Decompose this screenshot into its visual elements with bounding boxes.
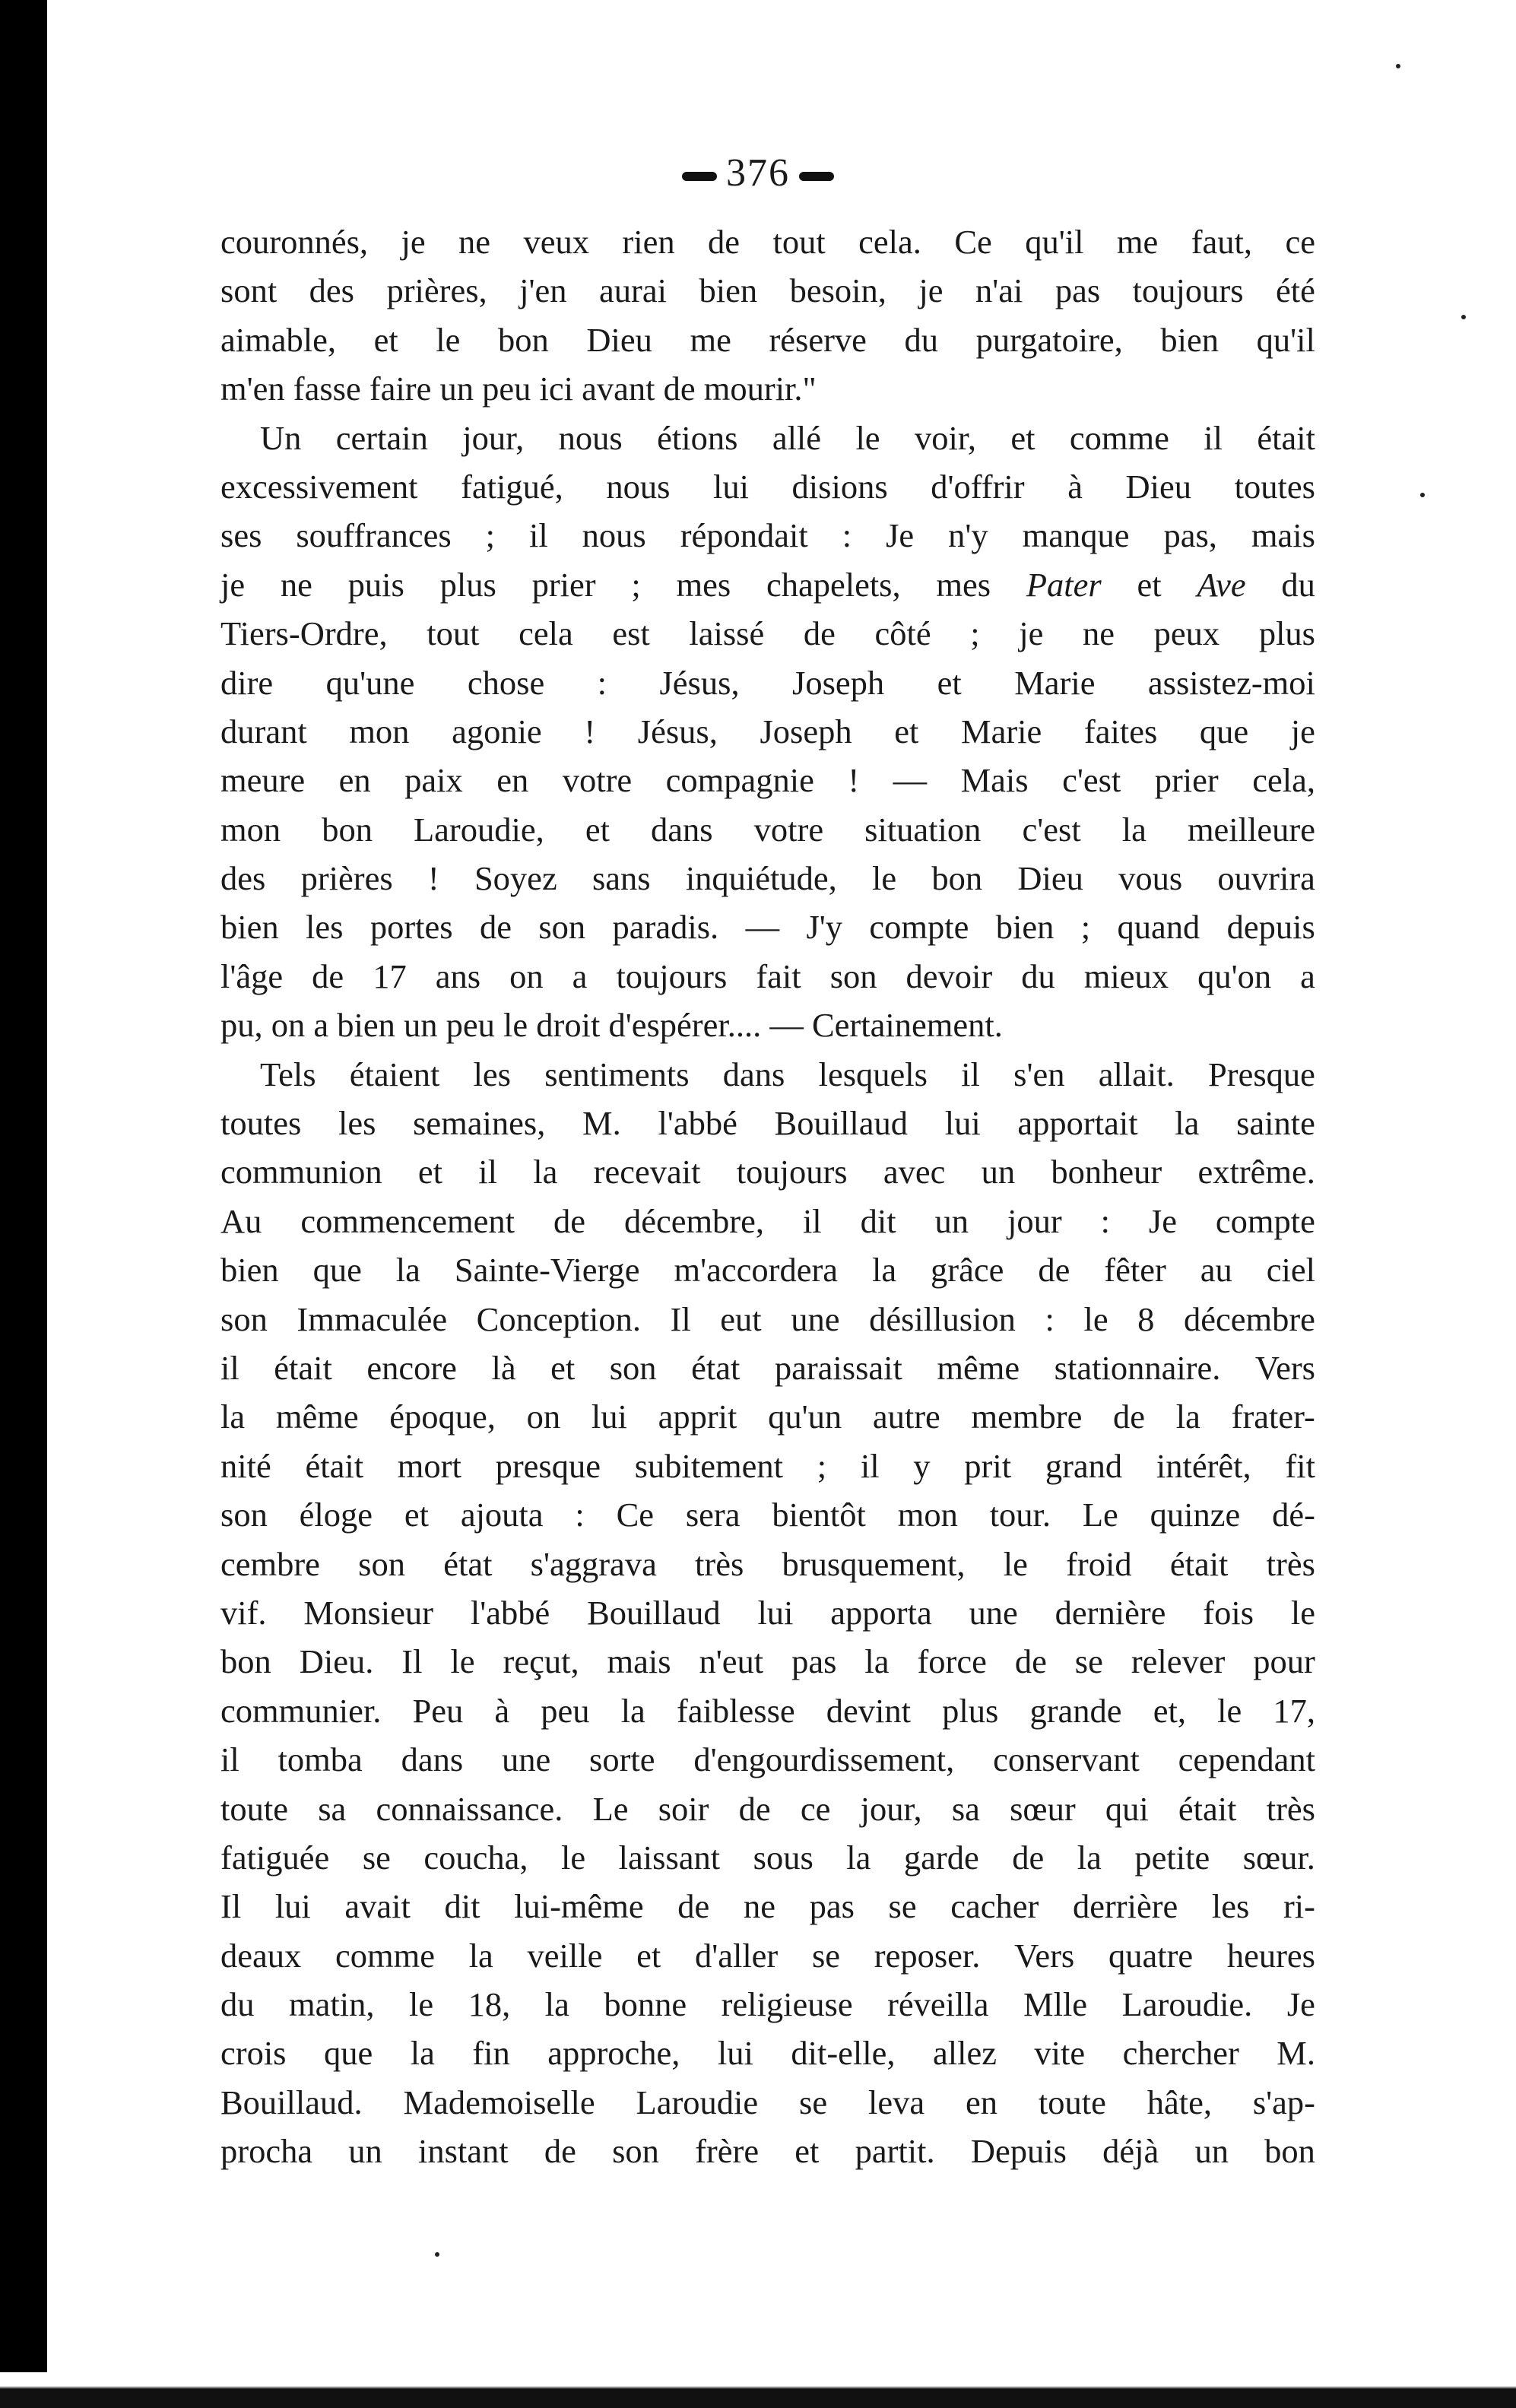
text-line: bien que la Sainte-Vierge m'accordera la grâce de fêter au ciel (220, 1251, 1315, 1290)
text-line: des prières ! Soyez sans inquiétude, le bon Dieu vous ouvrira (220, 859, 1315, 898)
text-line: la même époque, on lui apprit qu'un autre membre de la frater- (220, 1398, 1315, 1436)
text-line: son éloge et ajouta : Ce sera bientôt mon tour. Le quinze dé- (220, 1496, 1315, 1534)
header-ornament-right (799, 172, 834, 181)
text-line: fatiguée se coucha, le laissant sous la garde de la petite sœur. (220, 1838, 1315, 1877)
text-line: son Immaculée Conception. Il eut une désillusion : le 8 décembre (220, 1299, 1315, 1338)
ink-speck (435, 2252, 439, 2257)
text-line: meure en paix en votre compagnie ! — Mais c'est prier cela, (220, 761, 1315, 800)
text-line: Tiers-Ordre, tout cela est laissé de côté ; je ne peux plus (220, 614, 1315, 653)
page-number: 376 (726, 151, 790, 195)
text-line: deaux comme la veille et d'aller se reposer. Vers quatre heures (220, 1936, 1315, 1975)
text-line: durant mon agonie ! Jésus, Joseph et Marie faites que je (220, 712, 1315, 750)
text-line: aimable, et le bon Dieu me réserve du purgatoire, bien qu'il (220, 320, 1315, 359)
text-line: Bouillaud. Mademoiselle Laroudie se leva en toute hâte, s'ap- (220, 2083, 1315, 2121)
text-line: communier. Peu à peu la faiblesse devint plus grande et, le 17, (220, 1691, 1315, 1730)
text-line: couronnés, je ne veux rien de tout cela. Ce qu'il me faut, ce (220, 223, 1315, 261)
text-line: sont des prières, j'en aurai bien besoin, je n'ai pas toujours été (220, 271, 1315, 310)
text-line: je ne puis plus prier ; mes chapelets, mes Pater et Ave du (220, 565, 1315, 604)
text-line: communion et il la recevait toujours avec un bonheur extrême. (220, 1153, 1315, 1191)
text-line: procha un instant de son frère et partit. Depuis déjà un bon (220, 2132, 1315, 2171)
text-line: du matin, le 18, la bonne religieuse réveilla Mlle Laroudie. Je (220, 1985, 1315, 2024)
page-bottom-edge (0, 2372, 1516, 2408)
ink-speck (1461, 315, 1466, 319)
page-header (0, 151, 1516, 195)
text-line: il tomba dans une sorte d'engourdissement, conservant cependant (220, 1740, 1315, 1779)
text-line: mon bon Laroudie, et dans votre situation c'est la meilleure (220, 810, 1315, 849)
text-line: m'en fasse faire un peu ici avant de mourir." (220, 370, 817, 408)
text-line: Il lui avait dit lui-même de ne pas se cacher derrière les ri- (220, 1887, 1315, 1926)
text-line: toutes les semaines, M. l'abbé Bouillaud lui apportait la sainte (220, 1104, 1315, 1143)
text-line: Un certain jour, nous étions allé le voir, et comme il était (260, 418, 1315, 457)
text-line: il était encore là et son état paraissait même stationnaire. Vers (220, 1348, 1315, 1387)
text-line: ses souffrances ; il nous répondait : Je n'y manque pas, mais (220, 516, 1315, 555)
ink-speck (1396, 64, 1400, 68)
text-line: dire qu'une chose : Jésus, Joseph et Marie assistez-moi (220, 663, 1315, 702)
text-line: crois que la fin approche, lui dit-elle, allez vite chercher M. (220, 2034, 1315, 2073)
text-line: bien les portes de son paradis. — J'y compte bien ; quand depuis (220, 908, 1315, 947)
body-text (220, 217, 1315, 2176)
text-line: toute sa connaissance. Le soir de ce jour, sa sœur qui était très (220, 1789, 1315, 1828)
header-ornament-left (682, 172, 717, 181)
text-line: nité était mort presque subitement ; il y prit grand intérêt, fit (220, 1446, 1315, 1485)
text-line: Au commencement de décembre, il dit un jour : Je compte (220, 1201, 1315, 1240)
text-line: bon Dieu. Il le reçut, mais n'eut pas la force de se relever pour (220, 1642, 1315, 1681)
text-line: Tels étaient les sentiments dans lesquels il s'en allait. Presque (260, 1055, 1315, 1093)
text-line: l'âge de 17 ans on a toujours fait son devoir du mieux qu'on a (220, 957, 1315, 995)
text-line: excessivement fatigué, nous lui disions d'offrir à Dieu toutes (220, 467, 1315, 506)
text-line: pu, on a bien un peu le droit d'espérer.... — Certainement. (220, 1006, 1003, 1045)
binding-edge (0, 0, 47, 2408)
ink-speck (1420, 493, 1425, 497)
text-line: vif. Monsieur l'abbé Bouillaud lui apporta une dernière fois le (220, 1593, 1315, 1632)
text-line: cembre son état s'aggrava très brusquement, le froid était très (220, 1544, 1315, 1583)
